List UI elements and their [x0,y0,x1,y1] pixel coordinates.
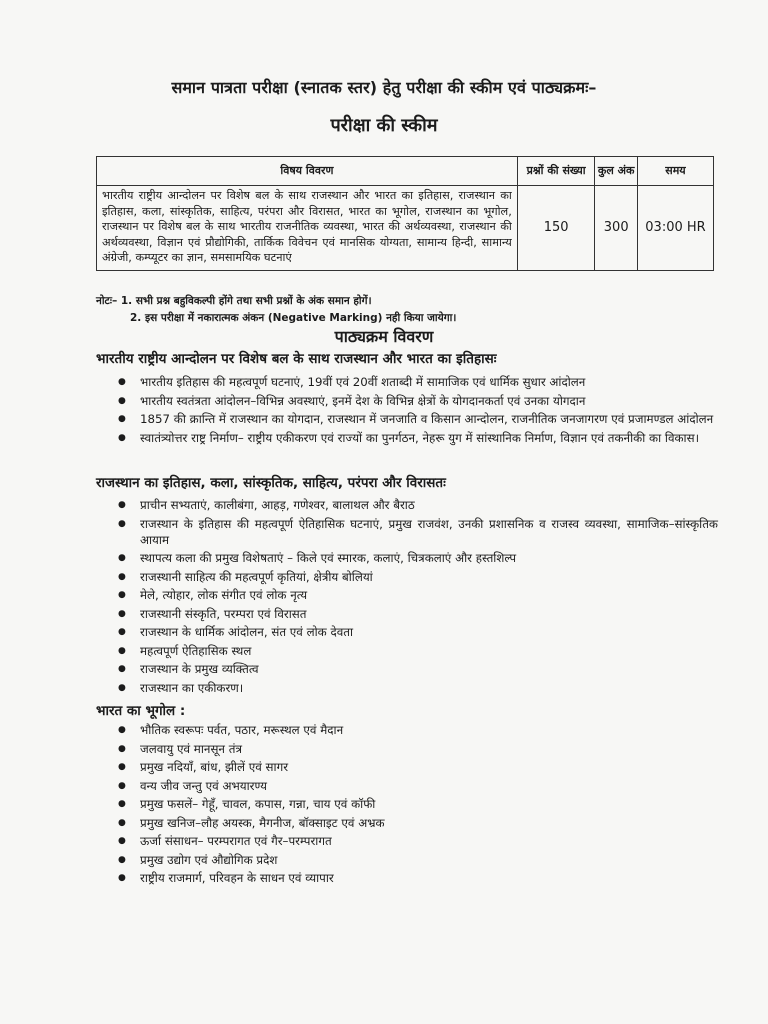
scheme-title: परीक्षा की स्कीम [330,115,438,136]
list-item: ● प्रमुख फसलें– गेहूँ, चावल, कपास, गन्ना, चाय एवं कॉफी [118,796,718,812]
header-marks: कुल अंक [595,157,638,186]
list-item: ● प्रमुख उद्योग एवं औद्योगिक प्रदेश [118,852,718,868]
notes [96,293,456,327]
list-item: ● राजस्थान के इतिहास की महत्वपूर्ण ऐतिहासिक घटनाएं, प्रमुख राजवंश, उनकी प्रशासनिक व राजस्व व्यवस्था, सामाजिक–सांस्कृतिक आयाम [118,516,718,548]
list-item: ● 1857 की क्रान्ति में राजस्थान का योगदान, राजस्थान में जनजाति व किसान आन्दोलन, राजनीतिक जनजागरण एवं प्रजामण्डल आंदोलन [118,411,718,427]
list-item: ● ऊर्जा संसाधन– परम्परागत एवं गैर–परम्परागत [118,833,718,849]
table-row [97,186,714,271]
list-item: ● प्रमुख नदियॉं, बांध, झीलें एवं सागर [118,759,718,775]
list-item: ● राजस्थानी साहित्य की महत्वपूर्ण कृतियां, क्षेत्रीय बोलियां [118,569,718,585]
list-item: ● राजस्थानी संस्कृति, परम्परा एवं विरासत [118,606,718,622]
section-heading-geography: भारत का भूगोल : [96,703,186,719]
list-item: ● जलवायु एवं मानसून तंत्र [118,741,718,757]
exam-scheme-table [96,156,714,271]
syllabus-title: पाठ्यक्रम विवरण [334,327,434,346]
note-1: नोटः– 1. सभी प्रश्न बहुविकल्पी होंगे तथा सभी प्रश्नों के अंक समान होगें। [96,295,372,307]
list-item: ● भौतिक स्वरूपः पर्वत, पठार, मरूस्थल एवं मैदान [118,722,718,738]
list-item: ● राजस्थान के धार्मिक आंदोलन, संत एवं लोक देवता [118,624,718,640]
note-2: 2. इस परीक्षा में नकारात्मक अंकन (Negative Marking) नही किया जायेगा। [130,312,457,324]
list-item: ● भारतीय इतिहास की महत्वपूर्ण घटनाएं, 19वीं एवं 20वीं शताब्दी में सामाजिक एवं धार्मिक सुधार आंदोलन [118,374,718,390]
section-heading-history: भारतीय राष्ट्रीय आन्दोलन पर विशेष बल के साथ राजस्थान और भारत का इतिहासः [96,351,497,367]
list-item: ● वन्य जीव जन्तु एवं अभयारण्य [118,778,718,794]
header-time: समय [637,157,713,186]
section-list-rajasthan [118,497,718,698]
list-item: ● महत्वपूर्ण ऐतिहासिक स्थल [118,643,718,659]
section-heading-rajasthan: राजस्थान का इतिहास, कला, सांस्कृतिक, साहित्य, परंपरा और विरासतः [96,475,446,491]
header-subject: विषय विवरण [97,157,518,186]
section-list-history [118,374,718,448]
exam-time: 03:00 HR [637,186,713,271]
table-header-row [97,157,714,186]
document-title: समान पात्रता परीक्षा (स्नातक स्तर) हेतु परीक्षा की स्कीम एवं पाठ्यक्रमः– [171,78,597,97]
subject-description: भारतीय राष्ट्रीय आन्दोलन पर विशेष बल के साथ राजस्थान और भारत का इतिहास, राजस्थान का इतिहास, कला, सांस्कृतिक, साहित्य, परंपरा और विरासत, भारत का भूगोल, राजस्थान का भूगोल, राजस्थान पर विशेष बल के साथ भारतीय राजनीतिक व्यवस्था, भारत की अर्थव्यवस्था, राजस्थान की अर्थव्यवस्था, विज्ञान एवं प्रौद्योगिकी, तार्किक विवेचन एवं मानसिक योग्यता, सामान्य हिन्दी, सामान्य अंग्रेजी, कम्प्यूटर का ज्ञान, समसामयिक घटनाएं [97,186,518,271]
header-questions: प्रश्नों की संख्या [517,157,595,186]
total-marks: 300 [595,186,638,271]
section-list-geography [118,722,718,889]
list-item: ● प्राचीन सभ्यताएं, कालीबंगा, आहड़, गणेश्वर, बालाथल और बैराठ [118,497,718,513]
questions-count: 150 [517,186,595,271]
list-item: ● स्थापत्य कला की प्रमुख विशेषताएं – किले एवं स्मारक, कलाएं, चित्रकलाएं और हस्तशिल्प [118,550,718,566]
list-item: ● राजस्थान के प्रमुख व्यक्तित्व [118,661,718,677]
list-item: ● भारतीय स्वतंत्रता आंदोलन–विभिन्न अवस्थाएं, इनमें देश के विभिन्न क्षेत्रों के योगदानकर्ता एवं उनका योगदान [118,393,718,409]
list-item: ● राष्ट्रीय राजमार्ग, परिवहन के साधन एवं व्यापार [118,870,718,886]
list-item: ● प्रमुख खनिज–लौह अयस्क, मैगनीज, बॉक्साइट एवं अभ्रक [118,815,718,831]
list-item: ● मेले, त्योहार, लोक संगीत एवं लोक नृत्य [118,587,718,603]
list-item: ● स्वातंत्र्योत्तर राष्ट्र निर्माण– राष्ट्रीय एकीकरण एवं राज्यों का पुनर्गठन, नेहरू युग में सांस्थानिक निर्माण, विज्ञान एवं तकनीकी का विकास। [118,430,718,446]
list-item: ● राजस्थान का एकीकरण। [118,680,718,696]
